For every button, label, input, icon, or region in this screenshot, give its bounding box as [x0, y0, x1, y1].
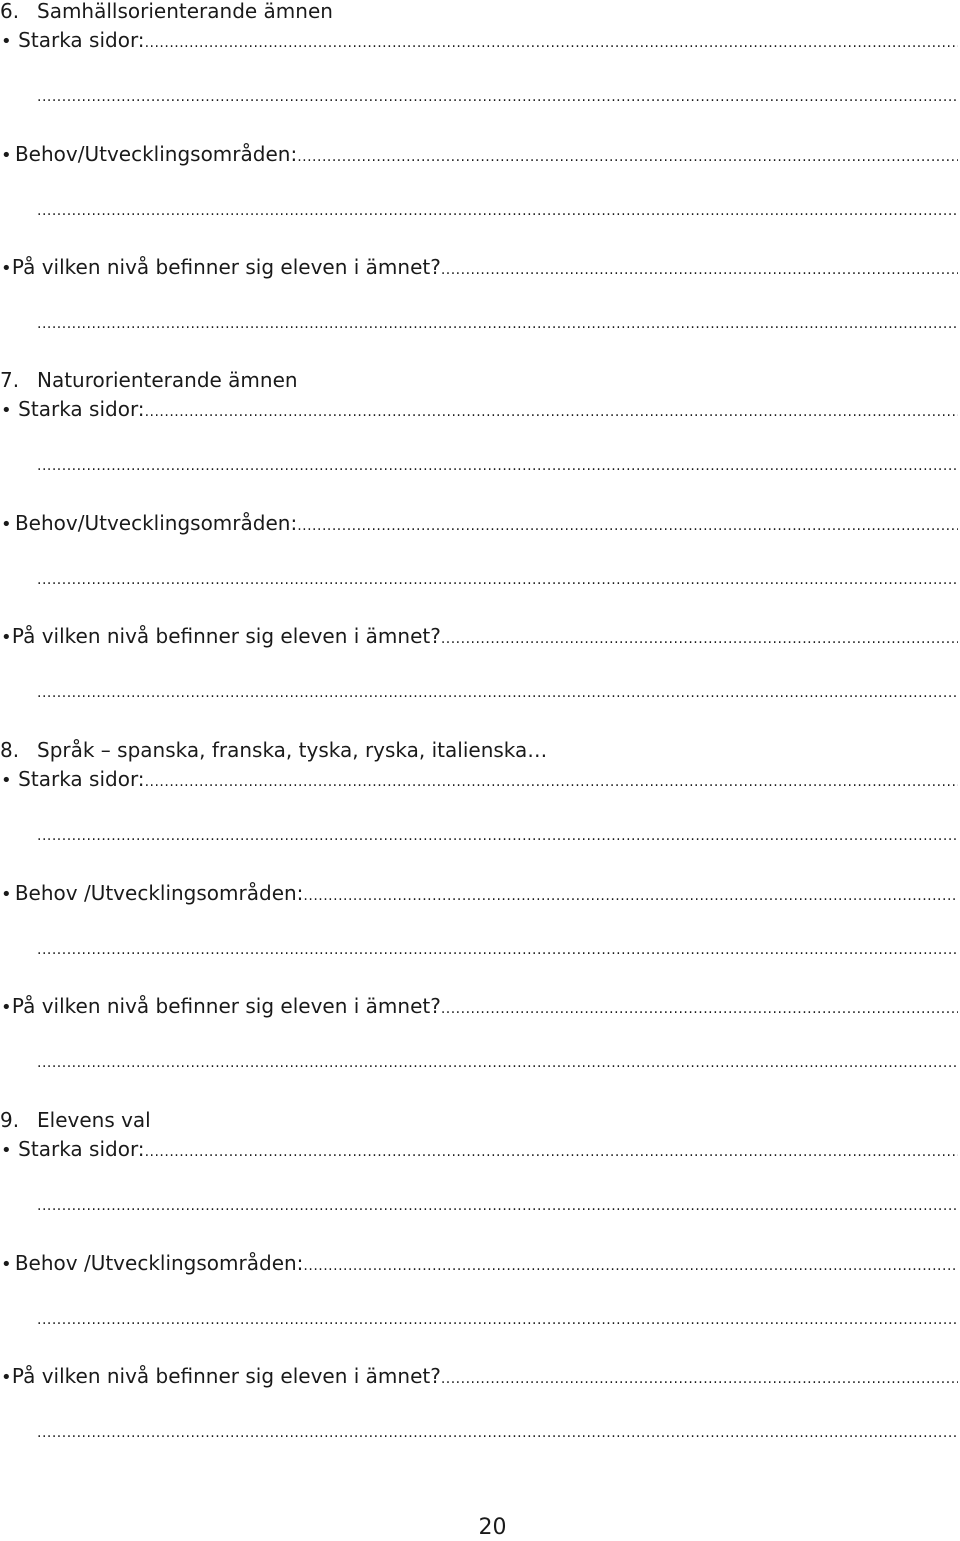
section-title: Språk – spanska, franska, tyska, ryska, italienska…: [37, 738, 548, 762]
level-line[interactable]: [0, 1363, 958, 1389]
dotted-fill-line: [303, 1253, 958, 1279]
level-line[interactable]: [0, 623, 958, 649]
dotted-answer-line[interactable]: [37, 680, 958, 706]
needs-label: Behov /Utvecklingsområden:: [14, 1251, 304, 1275]
bullet-icon: •: [1, 884, 12, 905]
dotted-answer-line[interactable]: [37, 1420, 958, 1446]
dotted-fill-line: [297, 513, 958, 539]
bullet-icon: •: [1, 258, 12, 279]
dotted-fill-line: [441, 1366, 958, 1392]
needs-label: Behov/Utvecklingsområden:: [14, 142, 298, 166]
dotted-fill-line: [303, 883, 958, 909]
bullet-icon: •: [1, 145, 12, 166]
dotted-answer-line[interactable]: [37, 311, 958, 337]
section-heading: [0, 737, 958, 763]
needs-line[interactable]: [0, 1250, 958, 1276]
dotted-fill-line: [441, 257, 958, 283]
level-line[interactable]: [0, 254, 958, 280]
dotted-answer-line[interactable]: [37, 1307, 958, 1333]
needs-label: Behov /Utvecklingsområden:: [14, 881, 304, 905]
dotted-fill-line: [297, 144, 958, 170]
dotted-fill-line: [145, 399, 958, 425]
dotted-answer-line[interactable]: [37, 937, 958, 963]
strengths-label: Starka sidor:: [18, 28, 145, 52]
strengths-line[interactable]: [0, 766, 958, 792]
dotted-answer-line[interactable]: [37, 823, 958, 849]
section-number: 8.: [0, 738, 20, 762]
dotted-answer-line[interactable]: [37, 1050, 958, 1076]
dotted-fill-line: [441, 626, 958, 652]
dotted-fill-line: [145, 769, 958, 795]
bullet-icon: •: [1, 770, 12, 791]
dotted-fill-line: [145, 30, 958, 56]
dotted-answer-line[interactable]: [37, 1193, 958, 1219]
section-title: Elevens val: [37, 1108, 151, 1132]
dotted-answer-line[interactable]: [37, 84, 958, 110]
strengths-label: Starka sidor:: [18, 767, 145, 791]
section-title: Samhällsorienterande ämnen: [37, 0, 333, 23]
bullet-icon: •: [1, 400, 12, 421]
strengths-line[interactable]: [0, 396, 958, 422]
section-number: 7.: [0, 368, 20, 392]
bullet-icon: •: [1, 1254, 12, 1275]
dotted-answer-line[interactable]: [37, 198, 958, 224]
bullet-icon: •: [1, 514, 12, 535]
dotted-fill-line: [145, 1139, 958, 1165]
dotted-answer-line[interactable]: [37, 567, 958, 593]
level-line[interactable]: [0, 993, 958, 1019]
needs-line[interactable]: [0, 510, 958, 536]
bullet-icon: •: [1, 1367, 12, 1388]
bullet-icon: •: [1, 627, 12, 648]
strengths-line[interactable]: [0, 27, 958, 53]
section-heading: [0, 0, 958, 24]
level-label: På vilken nivå befinner sig eleven i ämnet?: [11, 1364, 441, 1388]
strengths-line[interactable]: [0, 1136, 958, 1162]
strengths-label: Starka sidor:: [18, 1137, 145, 1161]
level-label: På vilken nivå befinner sig eleven i ämnet?: [11, 255, 441, 279]
bullet-icon: •: [1, 1140, 12, 1161]
section-number: 9.: [0, 1108, 20, 1132]
bullet-icon: •: [1, 997, 12, 1018]
section-heading: [0, 367, 958, 393]
strengths-label: Starka sidor:: [18, 397, 145, 421]
dotted-fill-line: [441, 996, 958, 1022]
level-label: På vilken nivå befinner sig eleven i ämnet?: [11, 994, 441, 1018]
section-title: Naturorienterande ämnen: [37, 368, 298, 392]
section-number: 6.: [0, 0, 20, 23]
page-number: 20: [478, 1515, 507, 1540]
needs-line[interactable]: [0, 880, 958, 906]
needs-label: Behov/Utvecklingsområden:: [14, 511, 298, 535]
needs-line[interactable]: [0, 141, 958, 167]
bullet-icon: •: [1, 31, 12, 52]
level-label: På vilken nivå befinner sig eleven i ämnet?: [11, 624, 441, 648]
dotted-answer-line[interactable]: [37, 453, 958, 479]
section-heading: [0, 1107, 958, 1133]
